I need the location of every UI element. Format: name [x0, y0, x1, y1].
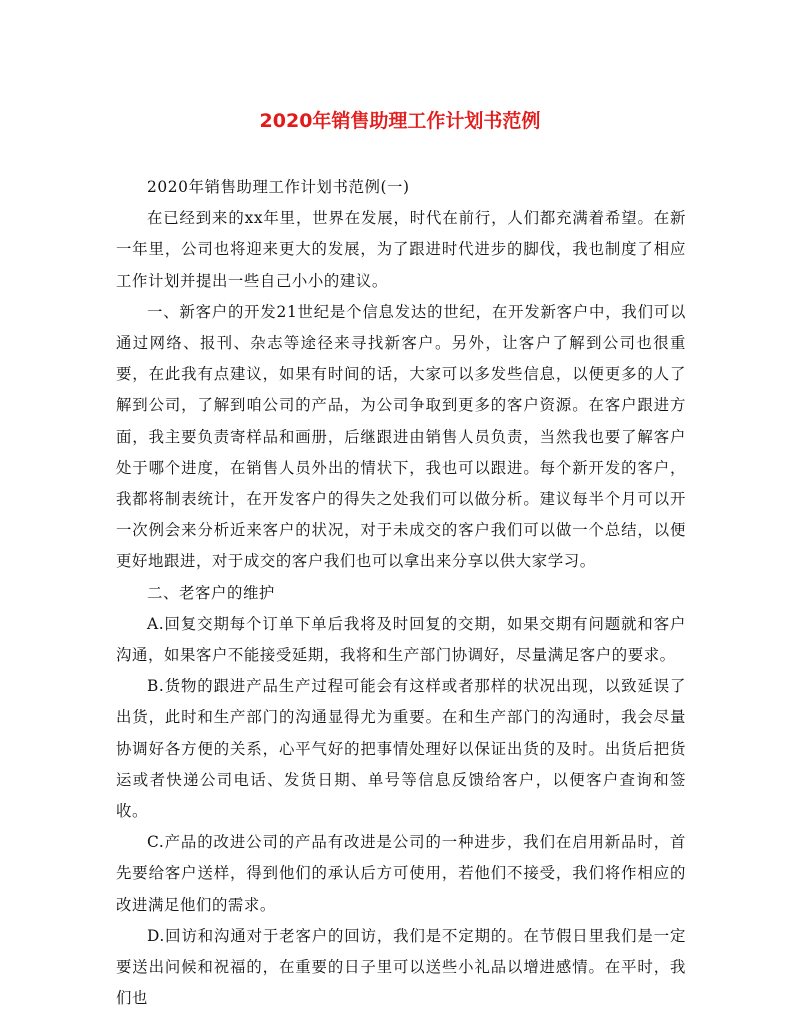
paragraph-d-revisit-communication: D.回访和沟通对于老客户的回访，我们是不定期的。在节假日里我们是一定要送出问候和祝福的，在重要的日子里可以送些小礼品以增进感情。在平时，我们也	[116, 926, 686, 1008]
new-customer-paragraph: 一、新客户的开发21世纪是个信息发达的世纪，在开发新客户中，我们可以通过网络、报刊、杂志等途径来寻找新客户。另外，让客户了解到公司也很重要，在此我有点建议，如果有时间的话，大家可以多发些信息，以便更多的人了解到公司，了解到咱公司的产品，为公司争取到更多的客户资源。在客户跟进方面，我主要负责寄样品和画册，后继跟进由销售人员负责，当然我也要了解客户处于哪个进度，在销售人员外出的情状下，我也可以跟进。每个新开发的客户，我都将制表统计，在开发客户的得失之处我们可以做分析。建议每半个月可以开一次例会来分析近来客户的状况，对于未成交的客户我们可以做一个总结，以便更好地跟进，对于成交的客户我们也可以拿出来分享以供大家学习。	[116, 302, 686, 571]
document-title: 2020年销售助理工作计划书范例	[259, 110, 541, 132]
paragraph-a-delivery-reply: A.回复交期每个订单下单后我将及时回复的交期，如果交期有问题就和客户沟通，如果客户不能接受延期，我将和生产部门协调好，尽量满足客户的要求。	[116, 614, 686, 665]
paragraph-b-goods-followup: B.货物的跟进产品生产过程可能会有这样或者那样的状况出现，以致延误了出货，此时和生产部门的沟通显得尤为重要。在和生产部门的沟通时，我会尽量协调好各方便的关系，心平气好的把事情处理好以保证出货的及时。出货后把货运或者快递公司电话、发货日期、单号等信息反馈给客户，以便客户查询和签收。	[116, 677, 686, 821]
paragraph-c-product-improvement: C.产品的改进公司的产品有改进是公司的一种进步，我们在启用新品时，首先要给客户送样，得到他们的承认后方可使用，若他们不接受，我们将作相应的改进满足他们的需求。	[116, 833, 686, 914]
subtitle-paragraph: 2020年销售助理工作计划书范例(一)	[147, 178, 410, 196]
section-heading-old-customers: 二、老客户的维护	[147, 583, 275, 602]
document-body	[116, 172, 686, 1014]
intro-paragraph: 在已经到来的xx年里，世界在发展，时代在前行，人们都充满着希望。在新一年里，公司也将迎来更大的发展，为了跟进时代进步的脚伐，我也制度了相应工作计划并提出一些自己小小的建议。	[116, 209, 686, 290]
